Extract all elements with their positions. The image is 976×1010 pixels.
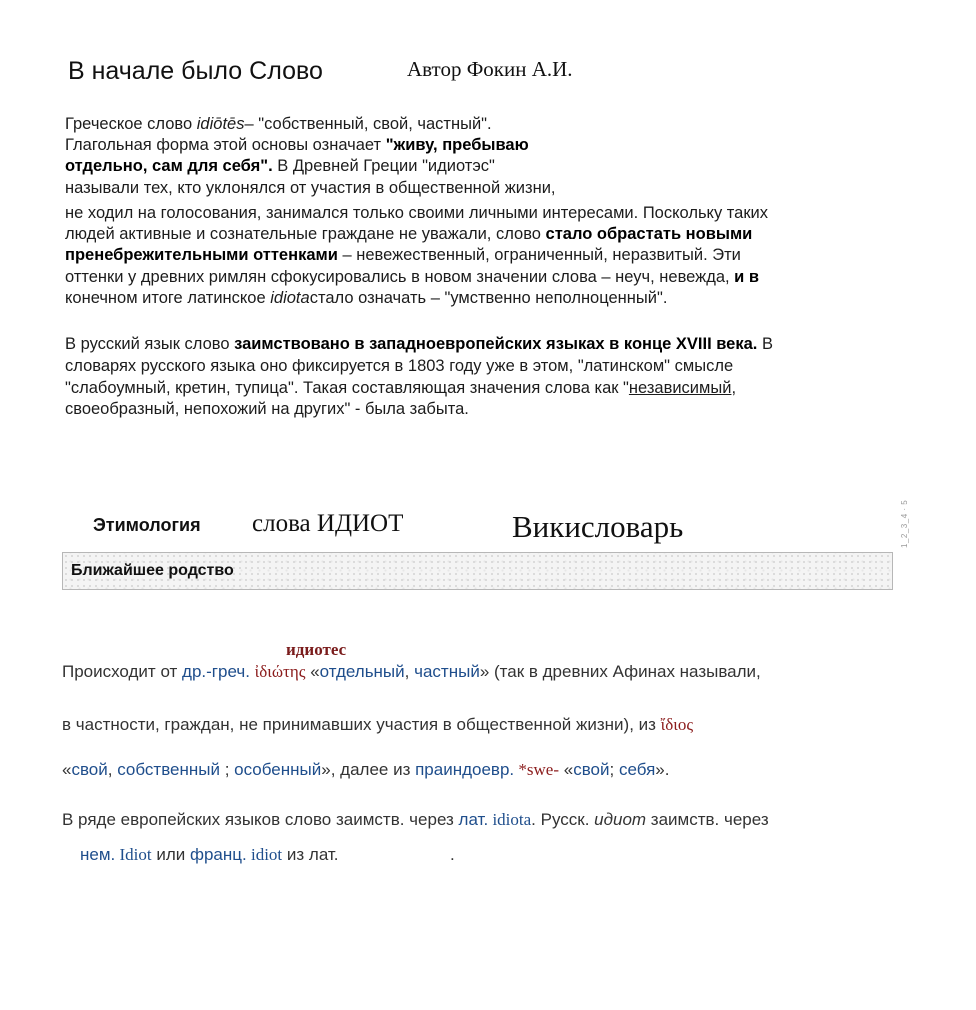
french-idiot[interactable]: idiot (246, 845, 283, 864)
link-proto-indo-european[interactable]: праиндоевр. (415, 760, 515, 779)
wiktionary-title: Викисловарь (512, 509, 684, 544)
para1-line-5: не ходил на голосования, занимался только своими личными интересами. Поскольку таких (65, 204, 769, 222)
greek-idiotes[interactable]: ἰδιώτης (254, 662, 306, 681)
link-sobstvenny[interactable]: собственный (117, 760, 220, 779)
term-idiotes: idiōtēs (196, 115, 245, 133)
etymology-word: слова ИДИОТ (252, 510, 404, 537)
link-french[interactable]: франц. (189, 845, 247, 864)
side-note: 1_2_3_4 · 5 (900, 499, 909, 548)
link-sebya[interactable]: себя (618, 760, 656, 779)
link-osobenny[interactable]: особенный (234, 760, 322, 779)
wiki-line-2: в частности, граждан, не принимавших участия в общественной жизни), из ἴδιος (62, 715, 694, 734)
para1-line-9: конечном итоге латинское idiotaстало означать – "умственно неполноценный". (65, 289, 668, 307)
para1-line-4: называли тех, кто уклонялся от участия в общественной жизни, (65, 179, 556, 197)
wiki-line-4: В ряде европейских языков слово заимств. через лат. idiota. Русск. идиот заимств. через (62, 810, 769, 829)
term-idiot: идиот (594, 810, 647, 829)
link-otdelny[interactable]: отдельный (319, 662, 405, 681)
para1-line-3: отдельно, сам для себя". В Древней Греции "идиотэс" (65, 157, 495, 175)
wiki-line-5: нем. Idiot или франц. idiot из лат. (80, 845, 339, 864)
para2-line-1: В русский язык слово заимствовано в западноевропейских языках в конце XVIII века. В (65, 335, 773, 353)
link-german[interactable]: нем. (80, 845, 116, 864)
underlined-word: независимый (628, 379, 732, 397)
para1-line-1: Греческое слово idiōtēs– "собственный, свой, частный". (65, 115, 492, 133)
greek-idios[interactable]: ἴδιος (660, 715, 694, 734)
author-line: Автор Фокин А.И. (407, 57, 573, 81)
latin-idiota[interactable]: idiota (488, 810, 532, 829)
para2-line-4: своеобразный, непохожий на других" - была забыта. (65, 400, 469, 418)
para1-line-6: людей активные и сознательные граждане не уважали, слово стало обрастать новыми (65, 225, 753, 243)
para1-line-8: оттенки у древних римлян сфокусировались в новом значении слова – неуч, невежда, и в (65, 268, 760, 286)
root-swe[interactable]: *swe- (514, 760, 559, 779)
term-idiota: idiota (270, 289, 310, 307)
page-title: В начале было Слово (68, 57, 323, 85)
related-words-box[interactable] (62, 552, 893, 590)
para1-line-2: Глагольная форма этой основы означает "живу, пребываю (65, 136, 529, 154)
link-latin[interactable]: лат. (458, 810, 489, 829)
idiotes-label: идиотес (286, 640, 347, 659)
link-chastny[interactable]: частный (414, 662, 480, 681)
link-svoy-2[interactable]: свой (573, 760, 610, 779)
trailing-dot: . (450, 845, 455, 864)
link-svoy[interactable]: свой (71, 760, 108, 779)
related-words-label: Ближайшее родство (71, 562, 234, 579)
etymology-heading: Этимология (93, 515, 201, 535)
wiki-line-1: Происходит от др.-греч. ἰδιώτης «отдельный, частный» (так в древних Афинах называли, (62, 662, 761, 681)
link-ancient-greek[interactable]: др.-греч. (182, 662, 250, 681)
para2-line-3: "слабоумный, кретин, тупица". Такая составляющая значения слова как "независимый, (65, 379, 737, 397)
german-idiot[interactable]: Idiot (115, 845, 152, 864)
para1-line-7: пренебрежительными оттенками – невежественный, ограниченный, неразвитый. Эти (65, 246, 741, 264)
wiki-line-3: «свой, собственный ; особенный», далее из праиндоевр. *swe- «свой; себя». (62, 760, 670, 779)
para2-line-2: словарях русского языка оно фиксируется в 1803 году уже в этом, "латинском" смысле (65, 357, 734, 375)
